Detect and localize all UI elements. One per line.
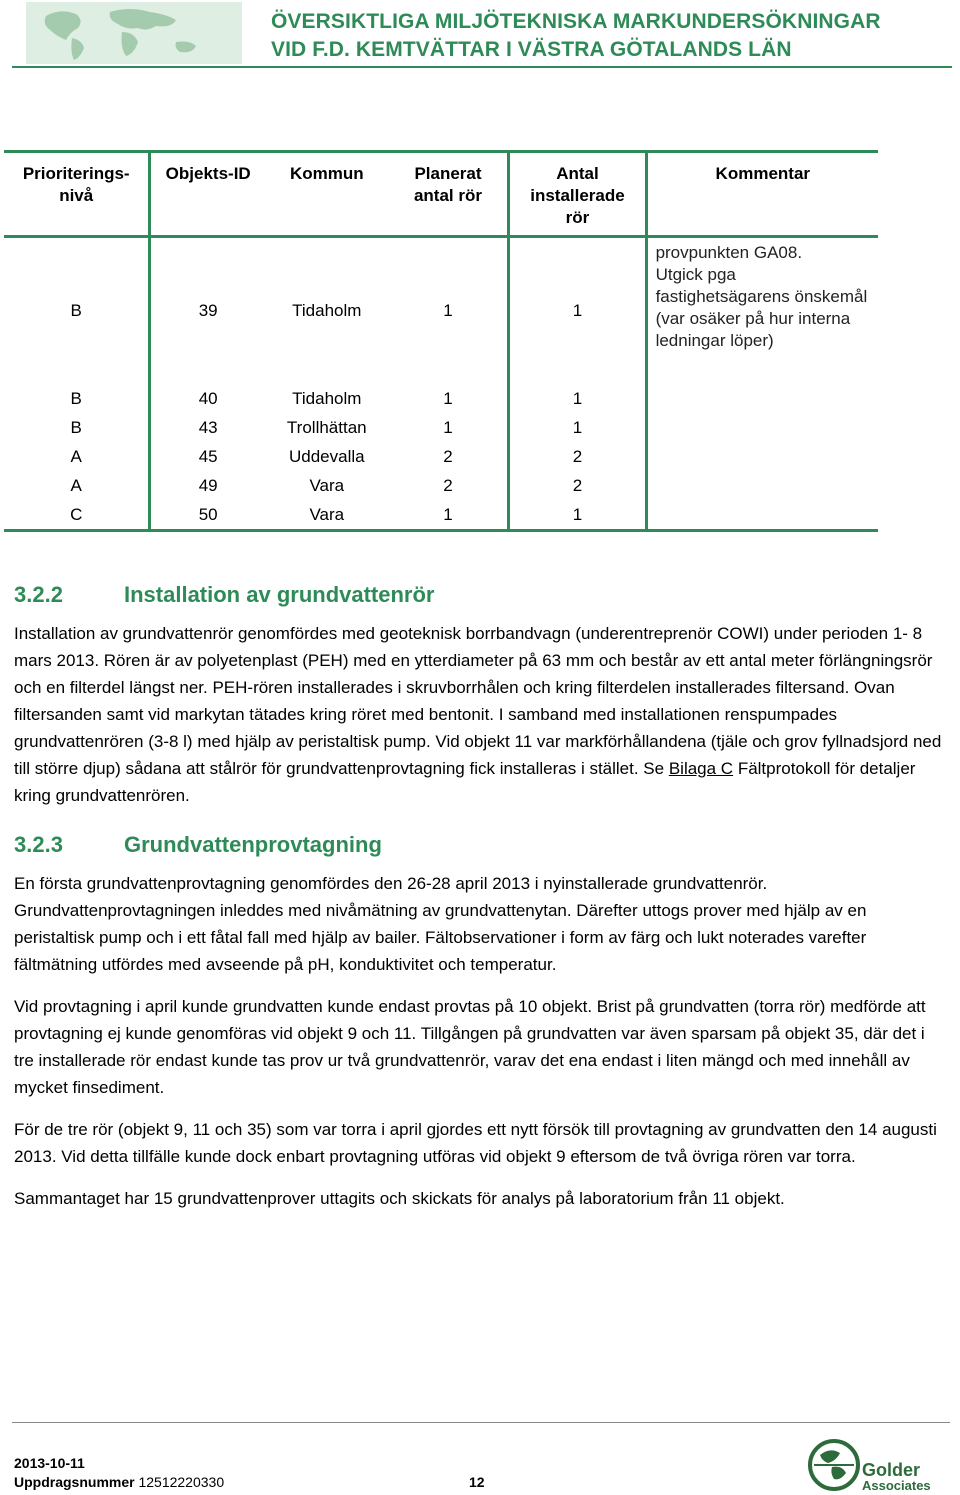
footer-doc-number [14, 1474, 224, 1490]
col-header-installerade [509, 152, 646, 237]
cell-prio: A [4, 471, 150, 500]
paragraph: Sammantaget har 15 grundvattenprover uttagits och skickats för analys på laboratorium från 11 objekt. [14, 1189, 785, 1208]
cell-prio: A [4, 442, 150, 471]
document-title [271, 8, 960, 64]
paragraph-text: Fältprotokoll för detaljer kring grundvattenrören. [14, 759, 916, 805]
cell-installerade: 1 [509, 500, 646, 531]
title-line-1: ÖVERSIKTLIGA MILJÖTEKNISKA MARKUNDERSÖKNINGAR [271, 10, 881, 33]
table-header-row [4, 152, 878, 237]
cell-installerade: 1 [509, 384, 646, 413]
cell-kommentar [646, 500, 878, 531]
paragraph-text: Installation av grundvattenrör genomfördes med geoteknisk borrbandvagn (underentreprenör COWI) under perioden 1- 8 mars 2013. Rören är av polyetenplast (PEH) med en ytterdiameter på 63 mm och består av ett antal meter förlängningsrör och en filterdel längst ner. PEH-rören installerades i skruvborrhålen och kring filterdelen installerades filtersand. Ovan filtersanden samt vid markytan tätades kring röret med bentonit. I samband med installationen renspumpades grundvattenrören (3-8 l) med hjälp av peristaltisk pump. Vid objekt 11 var markförhållandena (tjäle och grov fyllnadsjord ned till större djup) sådana att stålrör för grundvattenprovtagning fick installeras i stället. Se [14, 624, 942, 778]
header-text: installerade [530, 186, 625, 205]
world-map-logo-icon [26, 2, 242, 64]
cell-kommentar [646, 471, 878, 500]
doc-label: Uppdragsnummer [14, 1474, 135, 1490]
header-text: Kommun [289, 164, 364, 183]
paragraph [14, 620, 944, 809]
cell-prio: B [4, 237, 150, 385]
header-text: antal rör [413, 186, 482, 205]
page-number: 12 [469, 1474, 485, 1490]
cell-installerade: 1 [509, 413, 646, 442]
col-header-prio [4, 152, 150, 237]
table-row [4, 237, 878, 385]
col-header-kommentar [646, 152, 878, 237]
cell-installerade: 2 [509, 442, 646, 471]
section-number: 3.2.2 [14, 582, 63, 607]
header-text: nivå [59, 186, 94, 205]
cell-id: 49 [198, 475, 218, 495]
footer-date: 2013-10-11 [14, 1455, 85, 1471]
section-title: Installation av grundvattenrör [124, 582, 435, 607]
header-divider [12, 66, 952, 68]
cell-id: 50 [150, 500, 265, 531]
cell-prio: C [4, 500, 150, 531]
page-header [12, 0, 952, 68]
cell-kommun: Uddevalla [288, 446, 365, 466]
cell-id: 43 [198, 417, 218, 437]
header-text: Antal [556, 164, 599, 183]
footer-divider [12, 1422, 950, 1423]
paragraph: En första grundvattenprovtagning genomfördes den 26-28 april 2013 i nyinstallerade grundvattenrör. Grundvattenprovtagningen inleddes med nivåmätning av grundvattenytan. Därefter uttogs prover med hjälp av en peristaltisk pump och i ett fåtal fall med hjälp av bailer. Fältobservationer i form av färg och lukt noterades varefter fältmätning utfördes med avseende på pH, konduktivitet och temperatur. [14, 874, 867, 974]
cell-kommentar [646, 237, 878, 385]
cell-planerat: 2 [389, 471, 509, 500]
header-text: Prioriterings- [22, 164, 130, 183]
section-provtagning [14, 832, 944, 1212]
table-row [4, 471, 878, 500]
cell-kommun: Tidaholm [292, 388, 362, 408]
cell-id: 45 [198, 446, 218, 466]
cell-id: 39 [198, 301, 218, 320]
section-title: Grundvattenprovtagning [124, 832, 382, 857]
header-text: rör [565, 208, 590, 227]
cell-kommentar [646, 442, 878, 471]
comment-line: provpunkten GA08. [655, 243, 803, 262]
cell-planerat: 2 [389, 442, 509, 471]
cell-kommun: Tidaholm [292, 301, 362, 320]
cell-installerade: 2 [509, 471, 646, 500]
cell-kommentar [646, 413, 878, 442]
table-row [4, 384, 878, 413]
cell-prio: B [4, 413, 150, 442]
paragraph: Vid provtagning i april kunde grundvatten kunde endast provtas på 10 objekt. Brist på grundvatten (torra rör) medförde att provtagning ej kunde genomföras vid objekt 9 och 11. Tillgången på grundvatten var även sparsam på objekt 35, där det i tre installerade rör endast kunde tas prov ur två grundvattenrör, varav det ena endast i liten mängd och med innehåll av mycket finsediment. [14, 997, 926, 1097]
cell-planerat: 1 [389, 237, 509, 385]
cell-kommun: Vara [309, 475, 345, 495]
golder-wordmark: Golder [862, 1460, 921, 1480]
col-header-planerat [389, 152, 509, 237]
section-heading [14, 582, 944, 614]
associates-wordmark: Associates [862, 1478, 931, 1493]
table-row [4, 413, 878, 442]
paragraph: För de tre rör (objekt 9, 11 och 35) som var torra i april gjordes ett nytt försök till provtagning av grundvatten den 14 augusti 2013. Vid detta tillfälle kunde dock enbart provtagning utföras vid objekt 9 eftersom de två övriga rören var torra. [14, 1120, 937, 1166]
cell-id: 40 [198, 388, 218, 408]
cell-prio: B [4, 384, 150, 413]
cell-planerat: 1 [389, 413, 509, 442]
cell-planerat: 1 [389, 384, 509, 413]
comment-line: Utgick pga fastighetsägarens önskemål (var osäker på hur interna ledningar löper) [655, 265, 868, 350]
col-header-kommun [265, 152, 389, 237]
cell-kommentar [646, 384, 878, 413]
table-row [4, 442, 878, 471]
cell-kommun: Trollhättan [286, 417, 367, 437]
bilaga-c-link[interactable]: Bilaga C [668, 759, 734, 778]
header-text: Planerat [414, 164, 482, 183]
section-heading [14, 832, 944, 864]
section-number: 3.2.3 [14, 832, 63, 857]
table-row [4, 500, 878, 531]
doc-number: 12512220330 [138, 1474, 225, 1490]
header-text: Objekts-ID [165, 164, 251, 183]
installation-table [4, 150, 878, 532]
header-text: Kommentar [715, 164, 811, 183]
cell-installerade: 1 [509, 237, 646, 385]
section-installation [14, 582, 944, 809]
cell-planerat: 1 [389, 500, 509, 531]
cell-kommun: Vara [265, 500, 389, 531]
col-header-id [150, 152, 265, 237]
title-line-2: VID F.D. KEMTVÄTTAR I VÄSTRA GÖTALANDS LÄN [271, 38, 792, 61]
